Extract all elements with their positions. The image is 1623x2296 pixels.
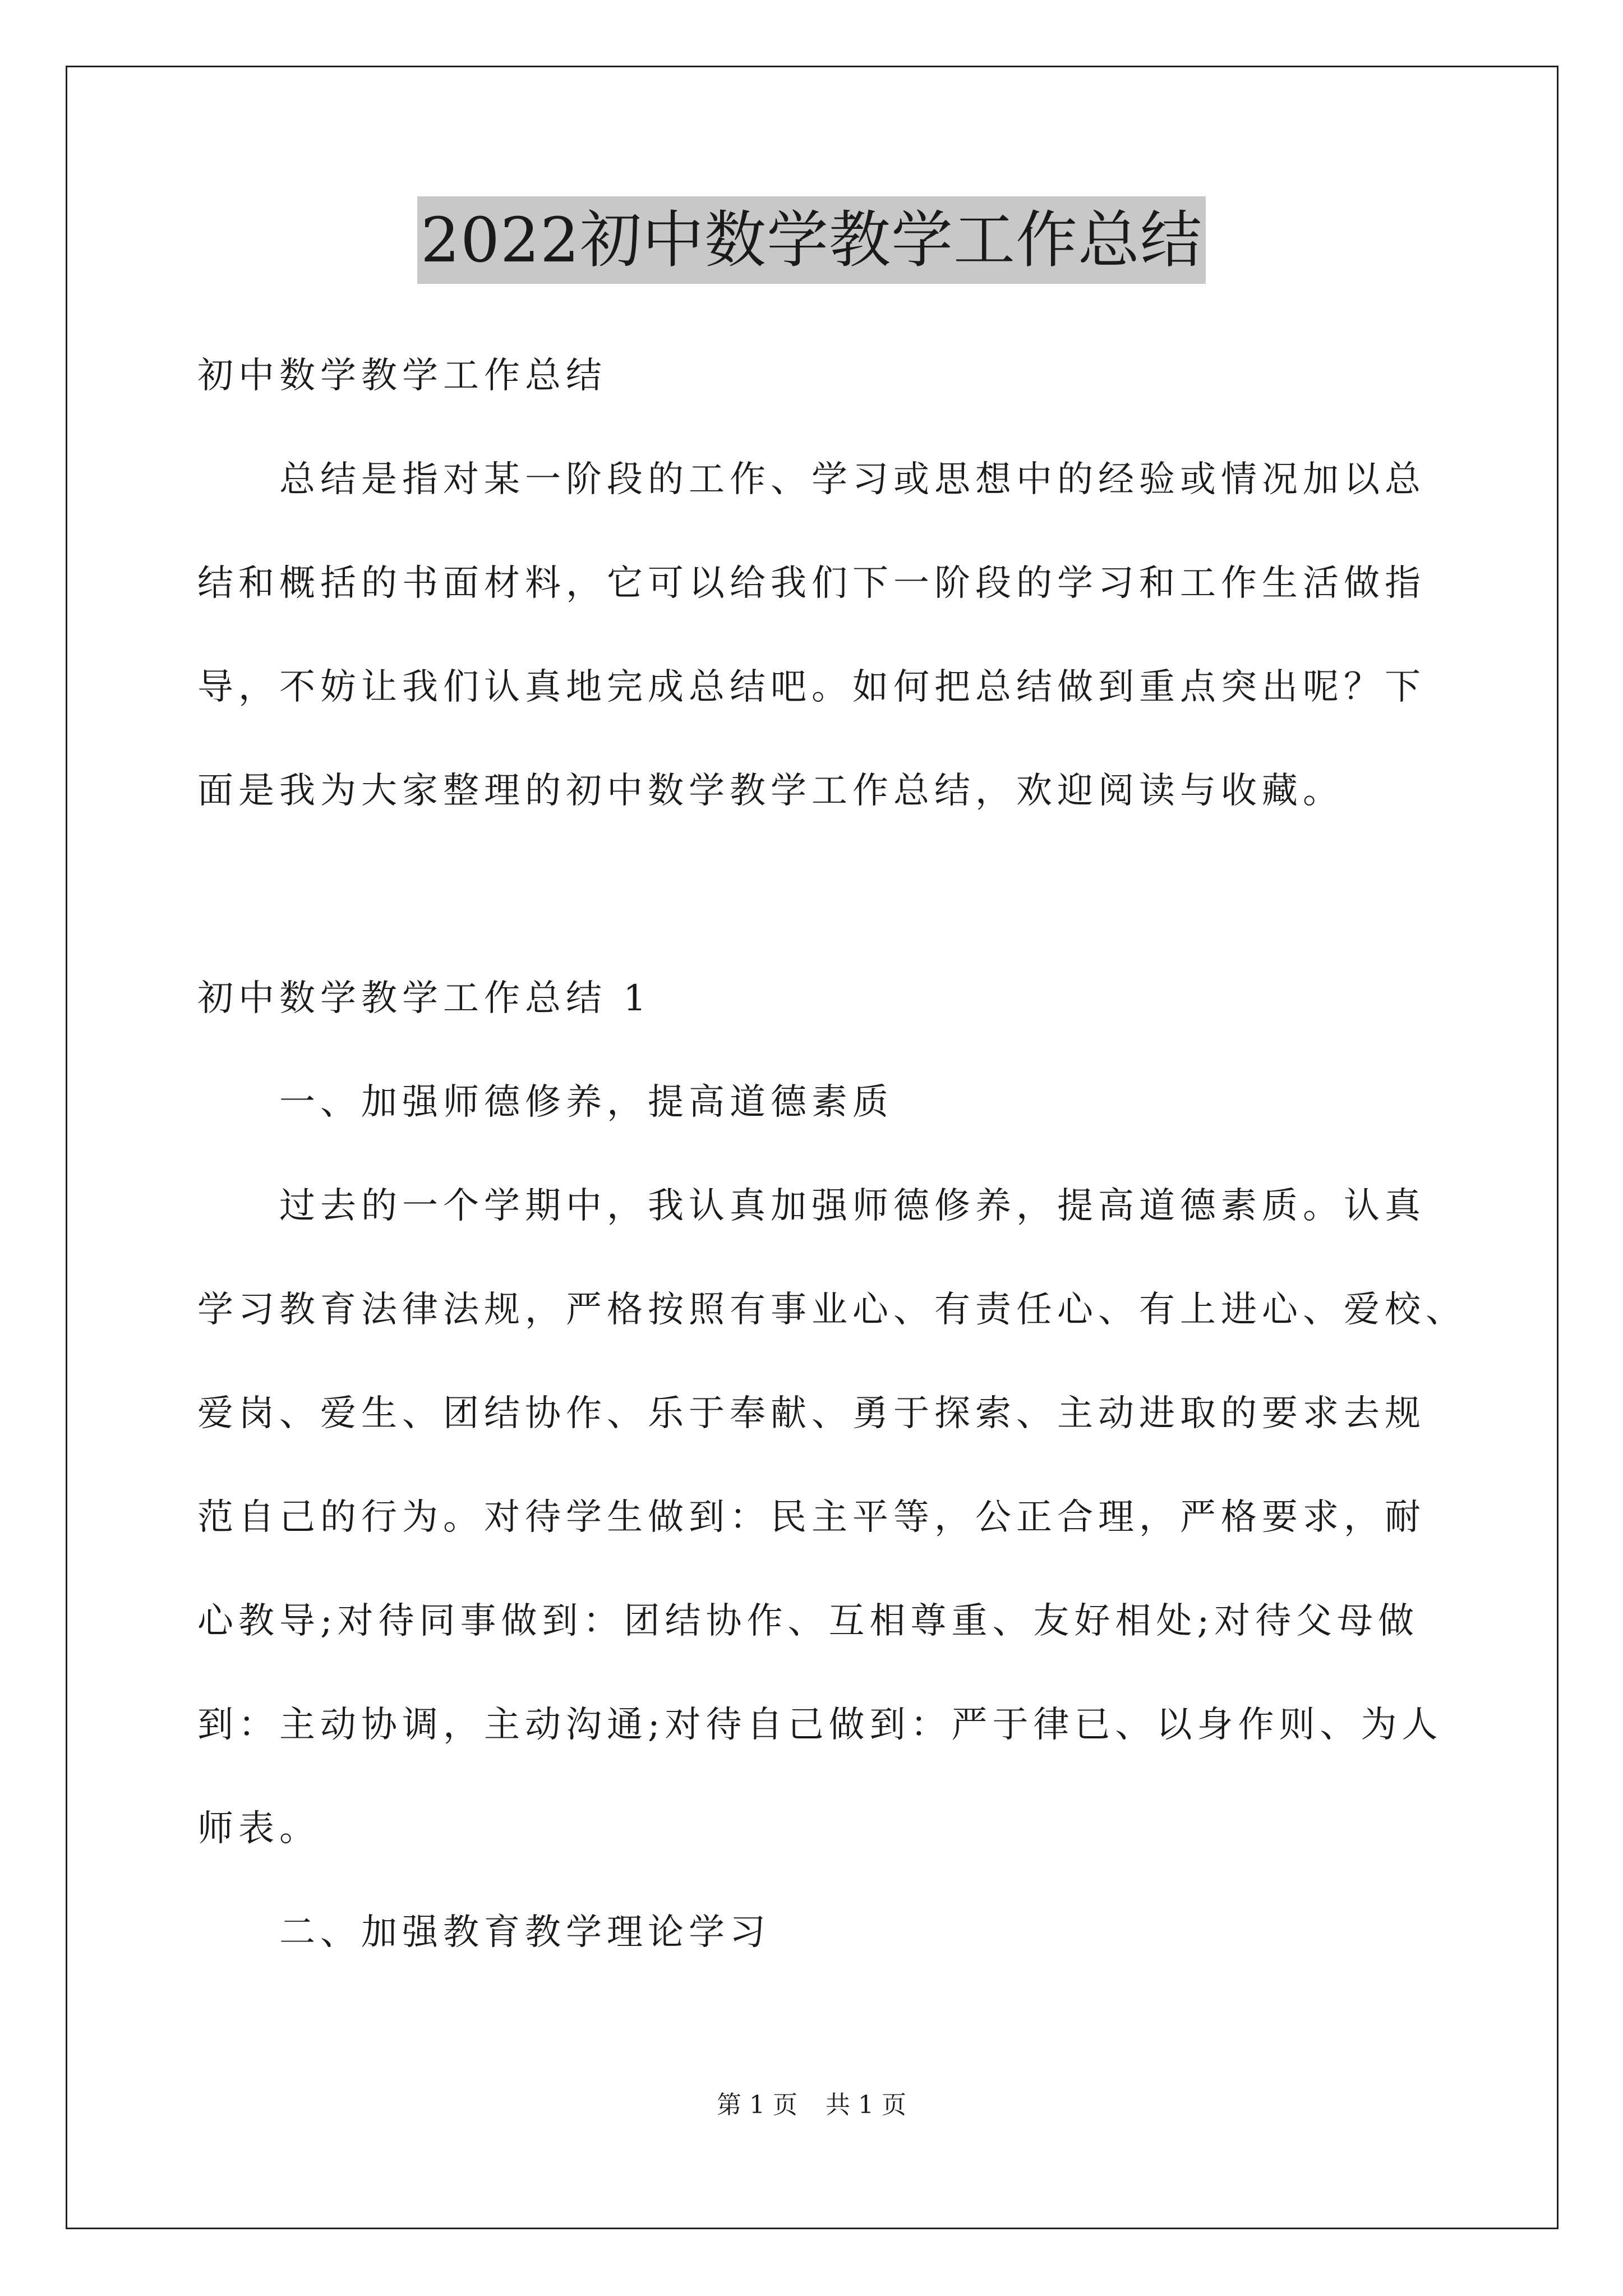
section-heading: 二、加强教育教学理论学习 bbox=[279, 1912, 771, 1953]
intro-line: 面是我为大家整理的初中数学教学工作总结，欢迎阅读与收藏。 bbox=[197, 770, 1344, 812]
paragraph-line: 到：主动协调，主动沟通;对待自己做到：严于律已、以身作则、为人 bbox=[197, 1704, 1443, 1746]
paragraph-line: 师表。 bbox=[197, 1808, 320, 1849]
document-subtitle: 初中数学教学工作总结 bbox=[197, 355, 607, 397]
page-total: 共 1 页 bbox=[826, 2091, 906, 2119]
section-heading: 一、加强师德修养，提高道德素质 bbox=[279, 1082, 893, 1123]
paragraph-line: 爱岗、爱生、团结协作、乐于奉献、勇于探索、主动进取的要求去规 bbox=[197, 1393, 1426, 1434]
paragraph-line: 范自己的行为。对待学生做到：民主平等，公正合理，严格要求，耐 bbox=[197, 1497, 1426, 1538]
intro-line: 结和概括的书面材料，它可以给我们下一阶段的学习和工作生活做指 bbox=[197, 563, 1426, 604]
section-title: 初中数学教学工作总结 1 bbox=[197, 978, 652, 1019]
document-title: 2022初中数学教学工作总结 bbox=[417, 196, 1206, 284]
intro-line: 导，不妨让我们认真地完成总结吧。如何把总结做到重点突出呢？下 bbox=[197, 666, 1426, 708]
paragraph-line: 学习教育法律法规，严格按照有事业心、有责任心、有上进心、爱校、 bbox=[197, 1289, 1467, 1331]
page-number: 第 1 页 bbox=[717, 2091, 797, 2119]
page-footer bbox=[0, 2090, 1623, 2121]
paragraph-line: 心教导;对待同事做到：团结协作、互相尊重、友好相处;对待父母做 bbox=[197, 1600, 1419, 1642]
title-container bbox=[0, 196, 1623, 284]
paragraph-line: 过去的一个学期中，我认真加强师德修养，提高道德素质。认真 bbox=[279, 1185, 1426, 1227]
intro-line: 总结是指对某一阶段的工作、学习或思想中的经验或情况加以总 bbox=[279, 459, 1426, 500]
